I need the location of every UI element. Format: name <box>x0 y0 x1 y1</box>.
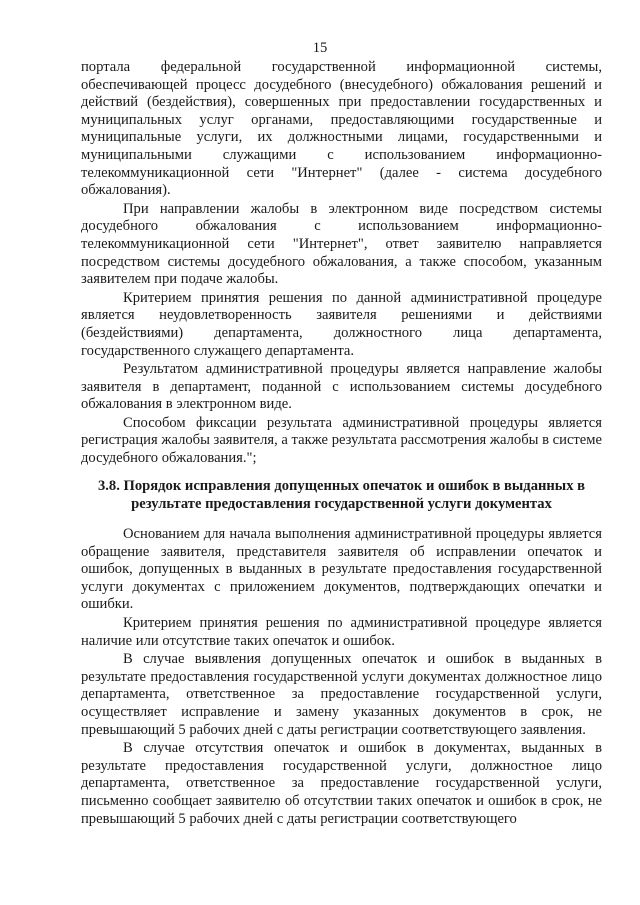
section-text-top <box>81 59 602 468</box>
paragraph: Критерием принятия решения по данной административной процедуре является неудовлетворенность заявителя решениями и действиями (бездействиями) департамента, должностного лица департамента, государственного служащего департамента. <box>81 289 602 359</box>
paragraph: Основанием для начала выполнения административной процедуры является обращение заявителя, представителя заявителя об исправлении опечаток и ошибок, допущенных в выданных в результате предоставления государственной услуги документах с приложением документов, подтверждающих опечатки и ошибки. <box>81 526 602 613</box>
paragraph: Критерием принятия решения по административной процедуре является наличие или отсутствие таких опечаток и ошибок. <box>81 614 602 649</box>
heading-line: результате предоставления государственной услуги документах <box>131 496 552 512</box>
section-heading <box>81 477 602 513</box>
paragraph: В случае выявления допущенных опечаток и ошибок в выданных в результате предоставления государственной услуги документах должностное лицо департамента, ответственное за предоставление государственной услуги, осуществляет исправление и замену указанных документов в срок, не превышающий 5 рабочих дней с даты регистрации соответствующего заявления. <box>81 651 602 738</box>
paragraph: Результатом административной процедуры является направление жалобы заявителя в департамент, поданной с использованием системы досудебного обжалования в электронном виде. <box>81 361 602 413</box>
paragraph: В случае отсутствия опечаток и ошибок в документах, выданных в результате предоставления государственной услуги, должностное лицо департамента, ответственное за предоставление государственной услуги, письменно сообщает заявителю об отсутствии таких опечаток и ошибок в срок, не превышающий 5 рабочих дней с даты регистрации соответствующего <box>81 740 602 827</box>
section-text-bottom <box>81 526 602 828</box>
page-number: 15 <box>312 40 328 56</box>
heading-line: 3.8. Порядок исправления допущенных опечаток и ошибок в выданных в <box>97 478 586 494</box>
paragraph: При направлении жалобы в электронном виде посредством системы досудебного обжалования с использованием информационно-телекоммуникационной сети "Интернет", ответ заявителю направляется посредством системы досудебного обжалования, а также способом, указанным заявителем при подаче жалобы. <box>81 200 602 288</box>
paragraph: портала федеральной государственной информационной системы, обеспечивающей процесс досудебного (внесудебного) обжалования решений и действий (бездействия), совершенных при предоставлении государственных и муниципальных услуг органами, предоставляющими государственные и муниципальные услуги, их должностными лицами, государственными и муниципальными служащими с использованием информационно-телекоммуникационной сети "Интернет" (далее - система досудебного обжалования). <box>81 59 602 199</box>
paragraph: Способом фиксации результата административной процедуры является регистрация жалобы заявителя, а также результата рассмотрения жалобы в системе досудебного обжалования."; <box>81 414 602 467</box>
